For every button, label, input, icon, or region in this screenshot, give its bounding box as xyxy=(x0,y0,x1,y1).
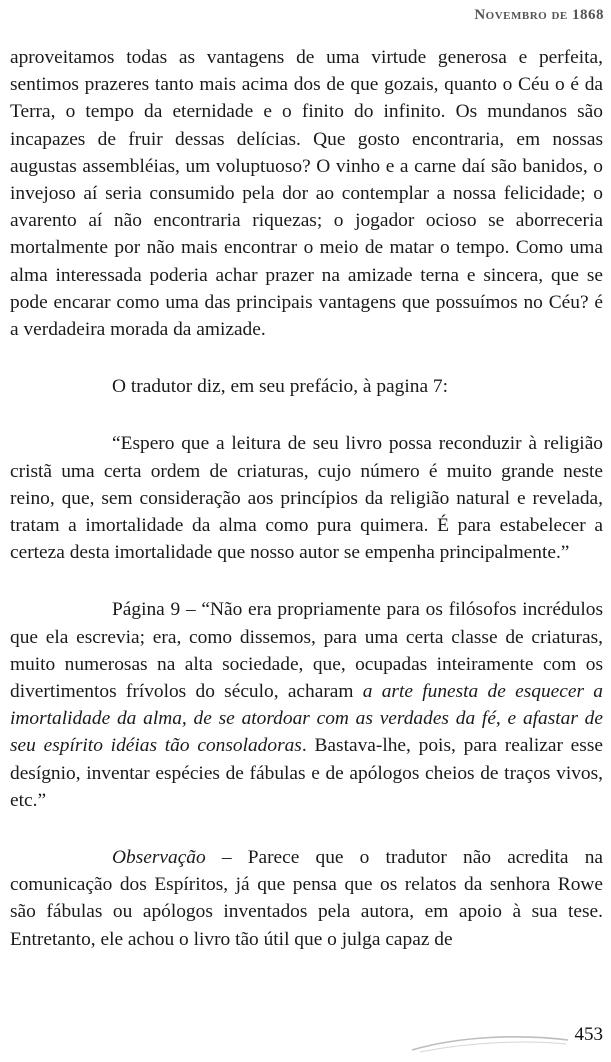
paragraph-5 xyxy=(10,844,603,953)
paragraph-4 xyxy=(10,596,603,814)
paragraph-4-start: Página 9 – “Não era propriamente para os filósofos incrédulos que ela escrevia; era, como dissemos, para uma certa classe de criaturas, muito numerosas na alta sociedade, que, ocupadas inteiramente com os divertimentos frívolos do século, acharam xyxy=(10,599,603,703)
footer-swoosh-ornament xyxy=(410,1030,570,1054)
paragraph-5-text: – Parece que o tradutor não acredita na comunicação dos Espíritos, já que pensa que os relatos da senhora Rowe são fábulas ou apólogos inventados pela autora, em apoio à sua tese. Entretanto, ele achou o livro tão útil que o julga capaz de xyxy=(10,847,603,950)
page-body xyxy=(10,44,603,953)
page-number: 453 xyxy=(574,1024,603,1045)
running-header: Novembro de 1868 xyxy=(474,7,604,23)
observacao-label: Observação xyxy=(112,847,206,869)
paragraph-1: aproveitamos todas as vantagens de uma virtude generosa e perfeita, sentimos prazeres tanto mais acima dos de que gozais, quanto o Céu o é da Terra, o tempo da eternidade e o finito do infinito. Os mundanos são incapazes de fruir dessas delícias. Que gosto encontraria, em nossas augustas assembléias, um voluptuoso? O vinho e a carne daí são banidos, o invejoso aí seria consumido pela dor ao contemplar a nossa felicidade; o avarento aí não encontraria riquezas; o jogador ocioso se aborreceria mortalmente por não mais encontrar o meio de matar o tempo. Como uma alma interessada poderia achar prazer na amizade terna e sincera, que se pode encarar como uma das principais vantagens que possuímos no Céu? é a verdadeira morada da amizade. xyxy=(10,47,603,341)
paragraph-2: O tradutor diz, em seu prefácio, à pagina 7: xyxy=(112,376,448,398)
paragraph-3: “Espero que a leitura de seu livro possa reconduzir à religião cristã uma certa ordem de criaturas, cujo número é muito grande neste reino, que, sem consideração aos princípios da religião natural e revelada, tratam a imortalidade da alma como pura quimera. É para estabelecer a certeza desta imortalidade que nosso autor se empenha principalmente.” xyxy=(10,433,603,564)
paragraph-4-italic: a arte funesta de esquecer a imortalidade da alma, de se atordoar com as verdades da fé, e afastar de seu espírito idéias tão consoladoras xyxy=(10,681,603,757)
paragraph-4-end: . Bastava-lhe, pois, para realizar esse desígnio, inventar espécies de fábulas e de apólogos cheios de traços vivos, etc.” xyxy=(10,735,603,811)
